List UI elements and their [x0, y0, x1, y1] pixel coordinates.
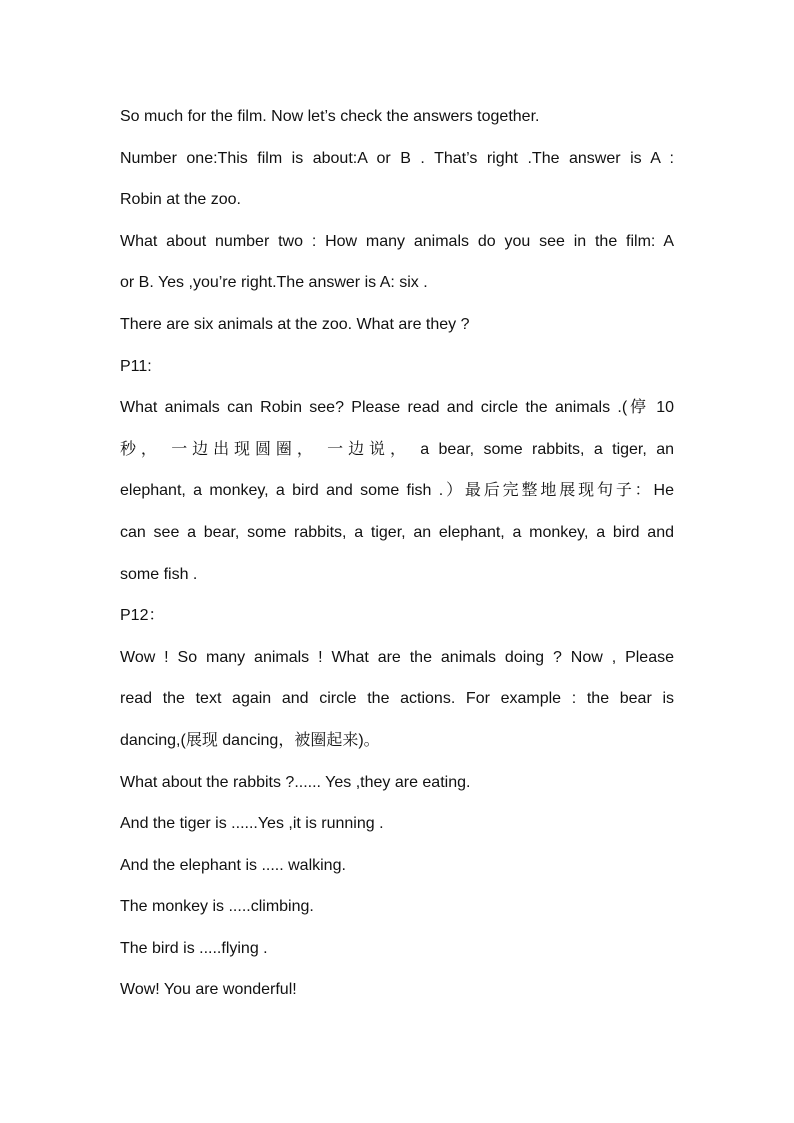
text-line: And the tiger is ......Yes ,it is running .: [120, 815, 384, 833]
section-label-p11: P11:: [120, 357, 152, 375]
text-line: And the elephant is ..... walking.: [120, 856, 346, 874]
text-line: Number one:This film is about:A or B . That’s right .The answer is A :: [120, 149, 674, 167]
text-line: So much for the film. Now let’s check the answers together.: [120, 108, 540, 125]
text-line: What about number two : How many animals do you see in the film: A: [120, 232, 674, 250]
text-line: The bird is .....flying .: [120, 939, 268, 957]
text-line: There are six animals at the zoo. What are they ?: [120, 315, 470, 333]
text-line: elephant, a monkey, a bird and some fish .）最后完整地展现句子：He: [120, 482, 674, 500]
text-line: dancing,(展现 dancing，被圈起来)。: [120, 731, 380, 749]
text-line: or B. Yes ,you’re right.The answer is A: six .: [120, 274, 428, 292]
text-line: The monkey is .....climbing.: [120, 898, 314, 916]
section-label-p12: P12：: [120, 607, 165, 625]
text-line: some fish .: [120, 565, 198, 583]
text-line: read the text again and circle the actions. For example : the bear is: [120, 690, 674, 708]
text-line: What about the rabbits ?...... Yes ,they are eating.: [120, 773, 471, 791]
text-line: Wow! You are wonderful!: [120, 981, 297, 999]
text-line: Robin at the zoo.: [120, 191, 241, 209]
text-line: can see a bear, some rabbits, a tiger, an elephant, a monkey, a bird and: [120, 523, 674, 541]
text-line: What animals can Robin see? Please read and circle the animals .(停 10: [120, 399, 674, 417]
text-line: 秒， 一边出现圆圈， 一边说， a bear, some rabbits, a tiger, an: [120, 440, 674, 458]
document-body: [120, 96, 674, 1011]
text-line: Wow ! So many animals ! What are the animals doing ? Now , Please: [120, 648, 674, 666]
